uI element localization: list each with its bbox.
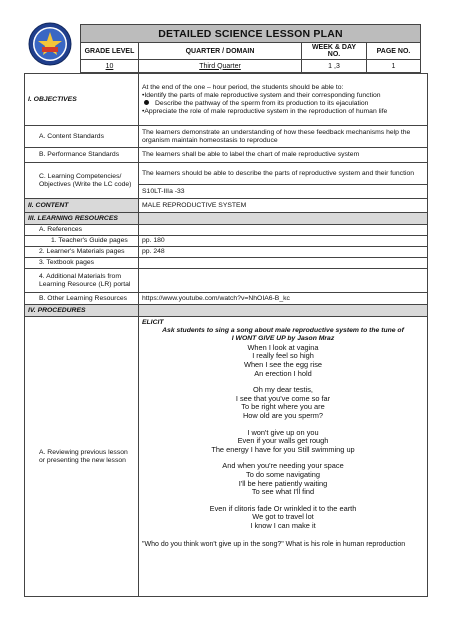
- grade-level-value: 10: [105, 62, 114, 70]
- page-no-label: PAGE NO.: [367, 43, 421, 60]
- objective-item-2: Describe the pathway of the sperm from its production to its ejaculation: [155, 99, 369, 107]
- song-line: When I see the egg rise: [243, 360, 323, 369]
- teachers-guide-label: 1. Teacher's Guide pages: [25, 236, 139, 247]
- song-line: The energy I have for you Still swimming up: [211, 444, 355, 454]
- quarter-value: Third Quarter: [199, 62, 241, 70]
- song-line: I'll be here patiently waiting: [238, 478, 328, 488]
- competencies-label: C. Learning Competencies/ Objectives (Write the LC code): [25, 163, 139, 199]
- song-stanza: [142, 505, 424, 531]
- song-line: To see what I'll find: [251, 487, 315, 497]
- objectives-cell: [139, 74, 428, 126]
- discussion-question: "Who do you think won't give up in the song?" What is his role in human reproduction: [142, 540, 406, 548]
- song-stanza: [142, 429, 424, 455]
- grade-level-label: GRADE LEVEL: [81, 43, 139, 60]
- references-label: A. References: [25, 225, 139, 236]
- procedures-label: IV. PROCEDURES: [25, 305, 139, 317]
- learning-resources-label: III. LEARNING RESOURCES: [25, 213, 139, 225]
- song-line: To do some navigating: [246, 469, 320, 479]
- elicit-heading: ELICIT: [142, 319, 164, 326]
- song-line: Oh my dear testis,: [253, 385, 313, 395]
- song-stanza: [142, 386, 424, 420]
- competencies-text: The learners should be able to describe the parts of reproductive system and their function: [139, 163, 428, 185]
- learners-materials-value: pp. 248: [139, 247, 428, 258]
- lesson-plan-table: [24, 73, 428, 597]
- page-no-value: 1: [367, 60, 421, 73]
- song-stanza: [142, 344, 424, 378]
- week-day-label: WEEK & DAY NO.: [302, 43, 367, 60]
- document-title: DETAILED SCIENCE LESSON PLAN: [81, 25, 421, 43]
- song-stanza: [142, 462, 424, 496]
- learners-materials-label: 2. Learner's Materials pages: [25, 247, 139, 258]
- other-resources-link[interactable]: https://www.youtube.com/watch?v=NhOIA6-B_kc: [139, 293, 428, 305]
- content-label: II. CONTENT: [25, 199, 139, 213]
- performance-standards-label: B. Performance Standards: [25, 148, 139, 163]
- song-line: How old are you sperm?: [242, 410, 324, 420]
- song-line: I really feel so high: [252, 351, 314, 361]
- elicit-instruction-2: I WONT GIVE UP by Jason Mraz: [231, 335, 335, 343]
- objective-item-3: •Appreciate the role of male reproductive system in the reproduction of human life: [142, 107, 388, 115]
- review-lesson-label: A. Reviewing previous lesson or presenting the new lesson: [25, 317, 139, 597]
- song-line: Even if clitoris fade Or wrinkled it to the earth: [209, 503, 357, 513]
- performance-standards-text: The learners shall be able to label the chart of male reproductive system: [139, 148, 428, 163]
- elicit-cell: [139, 317, 428, 597]
- content-standards-text: The learners demonstrate an understanding of how these feedback mechanisms help the organism maintain homeostasis to reproduce: [139, 126, 428, 148]
- bullet-icon: [144, 100, 149, 105]
- song-lyrics: [142, 344, 424, 531]
- song-line: I won't give up on you: [247, 427, 319, 437]
- song-line: Even if your walls get rough: [237, 436, 329, 446]
- other-resources-label: B. Other Learning Resources: [25, 293, 139, 305]
- song-line: We got to travel lot: [252, 512, 314, 522]
- header-table: [80, 24, 421, 73]
- song-line: I know I can make it: [250, 520, 316, 530]
- objectives-intro: At the end of the one – hour period, the students should be able to:: [142, 83, 344, 91]
- song-line: To be right where you are: [241, 402, 325, 412]
- deped-seal-logo: [28, 22, 72, 66]
- elicit-instruction-1: Ask students to sing a song about male reproductive system to the tune of: [162, 327, 404, 334]
- content-standards-label: A. Content Standards: [25, 126, 139, 148]
- quarter-label: QUARTER / DOMAIN: [139, 43, 302, 60]
- textbook-label: 3. Textbook pages: [25, 258, 139, 269]
- song-line: An erection I hold: [254, 368, 312, 378]
- additional-materials-label: 4. Additional Materials from Learning Resource (LR) portal: [25, 269, 139, 293]
- content-text: MALE REPRODUCTIVE SYSTEM: [139, 199, 428, 213]
- teachers-guide-value: pp. 180: [139, 236, 428, 247]
- objective-item-1: •Identify the parts of male reproductive system and their corresponding function: [142, 91, 381, 99]
- song-line: And when you're needing your space: [222, 461, 344, 471]
- competencies-code: S10LT-IIIa -33: [139, 185, 428, 199]
- objectives-label: I. OBJECTIVES: [25, 74, 139, 126]
- week-day-value: 1 ,3: [302, 60, 367, 73]
- song-line: I see that you've come so far: [235, 393, 331, 403]
- song-line: When I look at vagina: [247, 342, 319, 352]
